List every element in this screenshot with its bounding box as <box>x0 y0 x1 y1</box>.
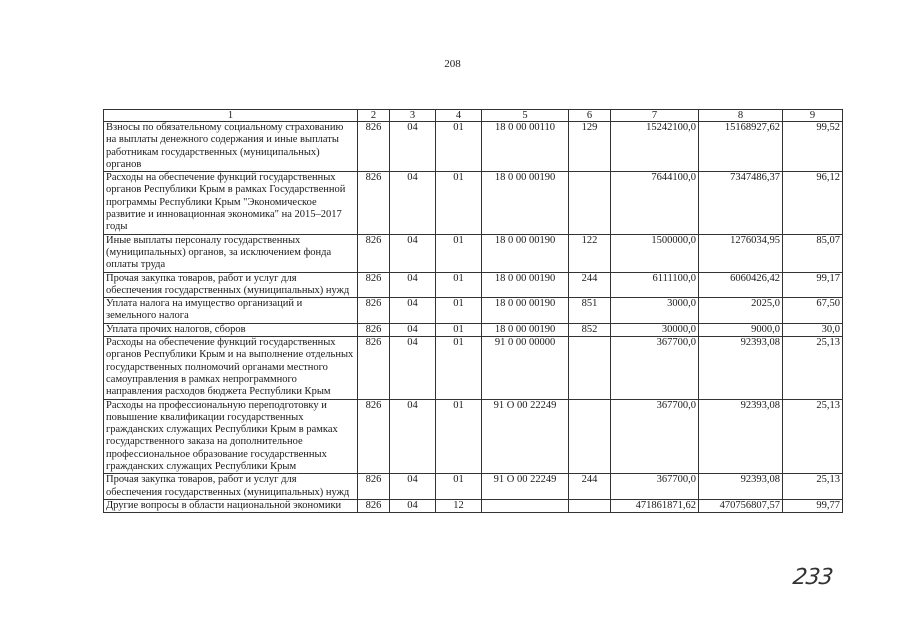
subsection-code: 01 <box>436 323 482 336</box>
target-code: 91 О 00 22249 <box>482 474 569 500</box>
table-row <box>104 234 843 272</box>
execution-percent: 99,52 <box>783 122 843 172</box>
expense-type-code <box>569 499 611 512</box>
admin-code: 826 <box>358 298 390 324</box>
planned-amount: 367700,0 <box>611 399 699 474</box>
column-header: 3 <box>390 110 436 122</box>
section-code: 04 <box>390 474 436 500</box>
subsection-code: 01 <box>436 122 482 172</box>
table-row <box>104 399 843 474</box>
row-name: Расходы на обеспечение функций государственных органов Республики Крым в рамках Государственной программы Республики Крым "Экономическое развитие и инновационная экономика" на 2015–2017 годы <box>104 172 358 234</box>
planned-amount: 1500000,0 <box>611 234 699 272</box>
row-name: Уплата прочих налогов, сборов <box>104 323 358 336</box>
execution-percent: 67,50 <box>783 298 843 324</box>
planned-amount: 15242100,0 <box>611 122 699 172</box>
planned-amount: 7644100,0 <box>611 172 699 234</box>
section-code: 04 <box>390 272 436 298</box>
target-code <box>482 499 569 512</box>
section-code: 04 <box>390 337 436 399</box>
actual-amount: 1276034,95 <box>699 234 783 272</box>
target-code: 18 0 00 00110 <box>482 122 569 172</box>
admin-code: 826 <box>358 474 390 500</box>
actual-amount: 6060426,42 <box>699 272 783 298</box>
expense-type-code <box>569 172 611 234</box>
actual-amount: 2025,0 <box>699 298 783 324</box>
admin-code: 826 <box>358 234 390 272</box>
section-code: 04 <box>390 499 436 512</box>
column-header: 8 <box>699 110 783 122</box>
planned-amount: 3000,0 <box>611 298 699 324</box>
section-code: 04 <box>390 399 436 474</box>
subsection-code: 12 <box>436 499 482 512</box>
target-code: 91 0 00 00000 <box>482 337 569 399</box>
column-header: 1 <box>104 110 358 122</box>
planned-amount: 367700,0 <box>611 337 699 399</box>
column-header: 2 <box>358 110 390 122</box>
section-code: 04 <box>390 234 436 272</box>
budget-table <box>103 109 843 513</box>
execution-percent: 85,07 <box>783 234 843 272</box>
column-header: 4 <box>436 110 482 122</box>
section-code: 04 <box>390 122 436 172</box>
column-header: 7 <box>611 110 699 122</box>
row-name: Расходы на обеспечение функций государственных органов Республики Крым и на выполнение отдельных государственных полномочий органами местного самоуправления в рамках непрограммного направления расходов бюджета Республики Крым <box>104 337 358 399</box>
expense-type-code: 851 <box>569 298 611 324</box>
handwritten-page-mark: 233 <box>791 565 834 590</box>
target-code: 18 0 00 00190 <box>482 172 569 234</box>
row-name: Расходы на профессиональную переподготовку и повышение квалификации государственных гражданских служащих Республики Крым в рамках государственного заказа на дополнительное профессиональное образование государственных гражданских служащих Республики Крым <box>104 399 358 474</box>
row-name: Прочая закупка товаров, работ и услуг для обеспечения государственных (муниципальных) нужд <box>104 272 358 298</box>
row-name: Взносы по обязательному социальному страхованию на выплаты денежного содержания и иные выплаты работникам государственных (муниципальных) органов <box>104 122 358 172</box>
subsection-code: 01 <box>436 399 482 474</box>
table-header-row <box>104 110 843 122</box>
target-code: 18 0 00 00190 <box>482 272 569 298</box>
section-code: 04 <box>390 172 436 234</box>
execution-percent: 25,13 <box>783 337 843 399</box>
admin-code: 826 <box>358 399 390 474</box>
page-number: 208 <box>444 58 461 70</box>
planned-amount: 471861871,62 <box>611 499 699 512</box>
actual-amount: 470756807,57 <box>699 499 783 512</box>
section-code: 04 <box>390 323 436 336</box>
target-code: 18 0 00 00190 <box>482 298 569 324</box>
subsection-code: 01 <box>436 337 482 399</box>
execution-percent: 99,77 <box>783 499 843 512</box>
execution-percent: 99,17 <box>783 272 843 298</box>
target-code: 18 0 00 00190 <box>482 234 569 272</box>
table-row <box>104 172 843 234</box>
target-code: 91 О 00 22249 <box>482 399 569 474</box>
expense-type-code: 244 <box>569 272 611 298</box>
row-name: Другие вопросы в области национальной экономики <box>104 499 358 512</box>
section-code: 04 <box>390 298 436 324</box>
admin-code: 826 <box>358 499 390 512</box>
row-name: Уплата налога на имущество организаций и земельного налога <box>104 298 358 324</box>
expense-type-code <box>569 337 611 399</box>
table-row <box>104 298 843 324</box>
row-name: Прочая закупка товаров, работ и услуг для обеспечения государственных (муниципальных) нужд <box>104 474 358 500</box>
table-row <box>104 272 843 298</box>
column-header: 5 <box>482 110 569 122</box>
subsection-code: 01 <box>436 172 482 234</box>
actual-amount: 92393,08 <box>699 399 783 474</box>
admin-code: 826 <box>358 337 390 399</box>
admin-code: 826 <box>358 172 390 234</box>
execution-percent: 25,13 <box>783 474 843 500</box>
execution-percent: 25,13 <box>783 399 843 474</box>
execution-percent: 30,0 <box>783 323 843 336</box>
column-header: 9 <box>783 110 843 122</box>
planned-amount: 6111100,0 <box>611 272 699 298</box>
row-name: Иные выплаты персоналу государственных (муниципальных) органов, за исключением фонда оплаты труда <box>104 234 358 272</box>
admin-code: 826 <box>358 122 390 172</box>
expense-type-code: 244 <box>569 474 611 500</box>
expense-type-code <box>569 399 611 474</box>
expense-type-code: 129 <box>569 122 611 172</box>
table-row <box>104 499 843 512</box>
subsection-code: 01 <box>436 298 482 324</box>
actual-amount: 7347486,37 <box>699 172 783 234</box>
target-code: 18 0 00 00190 <box>482 323 569 336</box>
actual-amount: 9000,0 <box>699 323 783 336</box>
admin-code: 826 <box>358 323 390 336</box>
subsection-code: 01 <box>436 474 482 500</box>
table-row <box>104 122 843 172</box>
column-header: 6 <box>569 110 611 122</box>
planned-amount: 30000,0 <box>611 323 699 336</box>
actual-amount: 92393,08 <box>699 474 783 500</box>
table-row <box>104 337 843 399</box>
actual-amount: 92393,08 <box>699 337 783 399</box>
expense-type-code: 122 <box>569 234 611 272</box>
expense-type-code: 852 <box>569 323 611 336</box>
subsection-code: 01 <box>436 234 482 272</box>
execution-percent: 96,12 <box>783 172 843 234</box>
table-row <box>104 474 843 500</box>
table-row <box>104 323 843 336</box>
subsection-code: 01 <box>436 272 482 298</box>
actual-amount: 15168927,62 <box>699 122 783 172</box>
admin-code: 826 <box>358 272 390 298</box>
planned-amount: 367700,0 <box>611 474 699 500</box>
